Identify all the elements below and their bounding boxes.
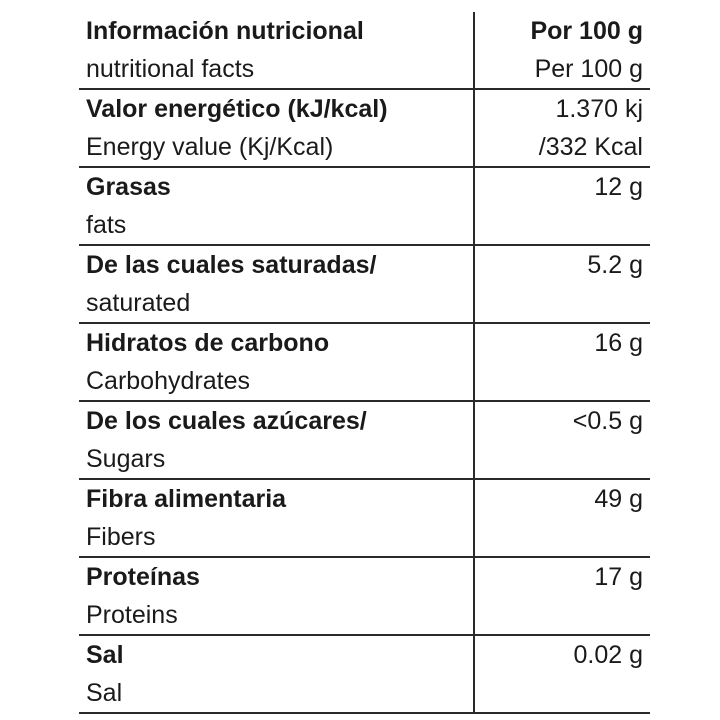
nutrient-name-es: De los cuales azúcares/ bbox=[86, 407, 367, 435]
nutrient-name-es: Proteínas bbox=[86, 563, 200, 591]
nutrient-name-en: fats bbox=[86, 211, 127, 239]
nutrient-value-cell bbox=[474, 323, 650, 401]
nutrient-value: 5.2 g bbox=[587, 251, 643, 279]
nutrient-value-secondary: /332 Kcal bbox=[538, 133, 643, 161]
nutrient-name-en: Carbohydrates bbox=[86, 367, 250, 395]
table-row-salt bbox=[79, 635, 650, 713]
table-row-fibers bbox=[79, 479, 650, 557]
nutrient-name-en: saturated bbox=[86, 289, 191, 317]
nutrient-value: 16 g bbox=[594, 329, 643, 357]
table-row-saturated bbox=[79, 245, 650, 323]
nutrient-name-en: Sugars bbox=[86, 445, 166, 473]
nutrient-value-cell bbox=[474, 479, 650, 557]
table-row-fats bbox=[79, 167, 650, 245]
table-row-energy bbox=[79, 89, 650, 167]
nutrient-value-cell bbox=[474, 401, 650, 479]
header-value-cell bbox=[474, 12, 650, 89]
nutrient-value: 1.370 kj bbox=[555, 95, 643, 123]
nutrient-name-en: Fibers bbox=[86, 523, 156, 551]
header-name-cell bbox=[79, 12, 474, 89]
table-row-sugars bbox=[79, 401, 650, 479]
nutrient-name-en: Proteins bbox=[86, 601, 178, 629]
nutrient-name-es: Sal bbox=[86, 641, 124, 669]
nutrient-name-es: Grasas bbox=[86, 173, 171, 201]
nutrient-name-cell bbox=[79, 557, 474, 635]
table-row-carbohydrates bbox=[79, 323, 650, 401]
nutrient-value-cell bbox=[474, 635, 650, 713]
nutrient-value: 12 g bbox=[594, 173, 643, 201]
nutrient-name-es: Valor energético (kJ/kcal) bbox=[86, 95, 388, 123]
nutrient-name-cell bbox=[79, 323, 474, 401]
header-per-100g-es: Por 100 g bbox=[530, 17, 643, 45]
nutrient-value: 0.02 g bbox=[573, 641, 643, 669]
table-header-row bbox=[79, 12, 650, 89]
nutrient-name-cell bbox=[79, 635, 474, 713]
header-per-100g-en: Per 100 g bbox=[534, 55, 643, 83]
nutrient-name-es: Fibra alimentaria bbox=[86, 485, 287, 513]
table-row-proteins bbox=[79, 557, 650, 635]
nutrient-name-en: Energy value (Kj/Kcal) bbox=[86, 133, 334, 161]
nutrient-name-es: De las cuales saturadas/ bbox=[86, 251, 377, 279]
nutrient-value-cell bbox=[474, 557, 650, 635]
nutrient-value: <0.5 g bbox=[572, 407, 643, 435]
nutrient-value: 17 g bbox=[594, 563, 643, 591]
nutrient-value-cell bbox=[474, 167, 650, 245]
header-title-es: Información nutricional bbox=[86, 17, 364, 45]
nutrient-name-cell bbox=[79, 479, 474, 557]
nutrient-value-cell bbox=[474, 89, 650, 167]
nutrient-name-en: Sal bbox=[86, 679, 123, 707]
nutrient-name-cell bbox=[79, 89, 474, 167]
nutrient-name-cell bbox=[79, 401, 474, 479]
nutrition-facts-table bbox=[79, 12, 650, 714]
nutrient-name-cell bbox=[79, 245, 474, 323]
nutrient-name-es: Hidratos de carbono bbox=[86, 329, 330, 357]
nutrient-value-cell bbox=[474, 245, 650, 323]
header-title-en: nutritional facts bbox=[86, 55, 255, 83]
nutrient-name-cell bbox=[79, 167, 474, 245]
nutrient-value: 49 g bbox=[594, 485, 643, 513]
